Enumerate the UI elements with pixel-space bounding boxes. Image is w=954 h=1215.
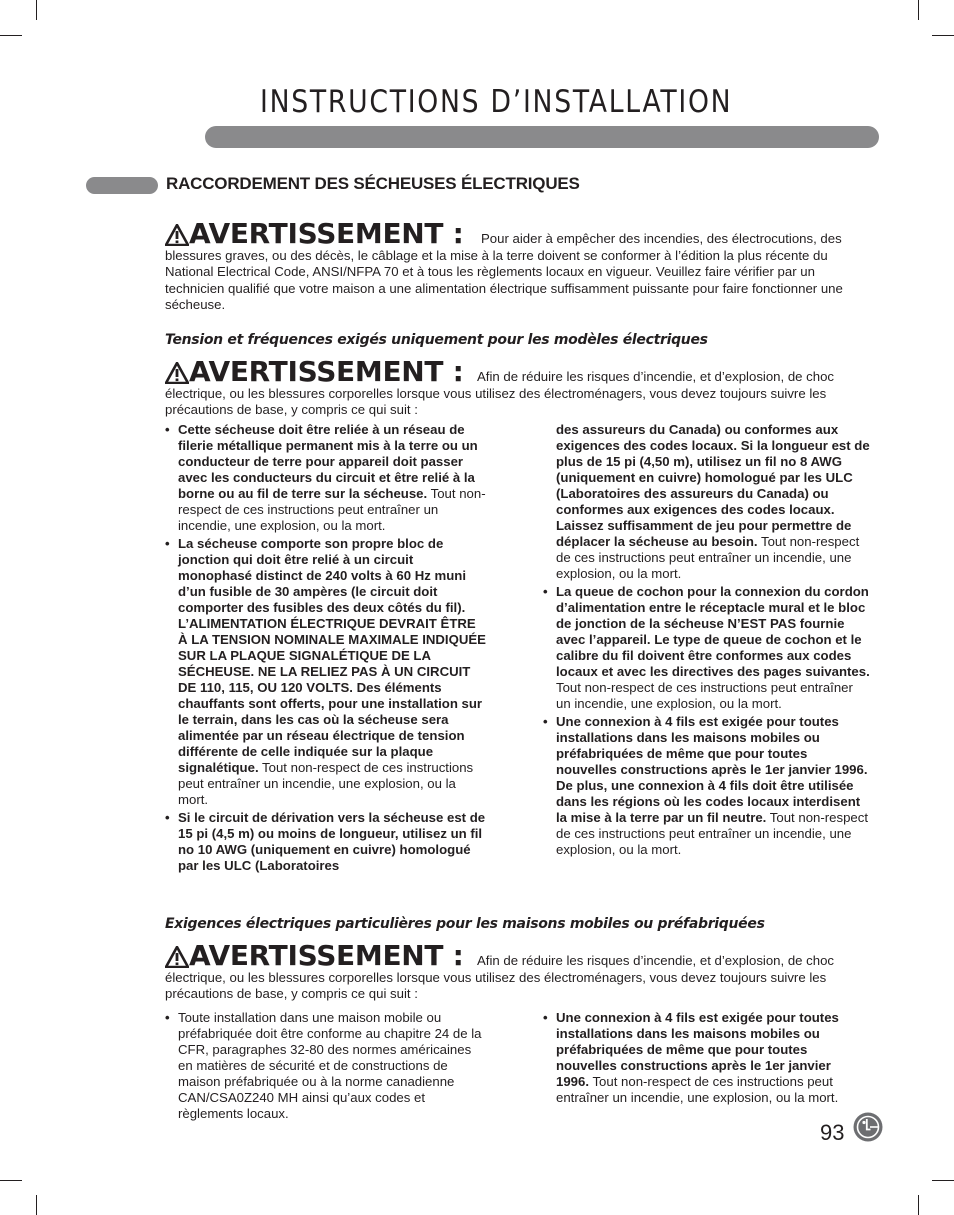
item-text: Tout non-respect de ces instructions peut entraîner un incendie, une explosion, ou la mort. — [178, 486, 486, 533]
left-column-1 — [165, 422, 487, 876]
list-item — [543, 584, 871, 712]
warning-triangle-icon — [165, 224, 189, 246]
warning-label: AVERTISSEMENT : — [189, 939, 464, 972]
item-text: Tout non-respect de ces instructions peut entraîner un incendie, une explosion, ou la mort. — [556, 680, 853, 711]
list-item — [165, 536, 487, 808]
right-column-2 — [543, 1010, 853, 1108]
crop-mark — [0, 35, 22, 36]
warning-triangle-icon — [165, 946, 189, 968]
item-bold-text: La queue de cochon pour la connexion du cordon d’alimentation entre le réceptacle mural et le bloc de jonction de la sécheuse N’EST PAS fournie avec l’appareil. Le type de queue de cochon et le calibre du fil doivent être conformes aux codes locaux et avec les directives des pages suivantes. — [556, 584, 870, 679]
warning-block-1 — [165, 217, 870, 314]
warning-block-3 — [165, 939, 870, 1003]
crop-mark — [36, 0, 37, 20]
item-bold-text: Une connexion à 4 fils est exigée pour toutes installations dans les maisons mobiles ou préfabriquées de même que pour toutes nouvelles constructions après le 1er janvier 1996. De plus, une connexion à 4 fils doit être utilisée dans les régions où les codes locaux interdisent la mise à la terre par un fil neutre. — [556, 714, 868, 825]
warning-block-2 — [165, 355, 870, 419]
list-item — [165, 1010, 487, 1122]
list-item — [543, 1010, 853, 1106]
item-bold-text: La sécheuse comporte son propre bloc de jonction qui doit être relié à un circuit monophasé distinct de 240 volts à 60 Hz muni d’un fusible de 30 ampères (le circuit doit comporter des fusibles des deux côtés du fil). L’ALIMENTATION ÉLECTRIQUE DEVRAIT ÊTRE À LA TENSION NOMINALE MAXIMALE INDIQUÉE SUR LA PLAQUE SIGNALÉTIQUE DE LA SÉCHEUSE. NE LA RELIEZ PAS À UN CIRCUIT DE 110, 115, OU 120 VOLTS. Des éléments chauffants sont offerts, pour une installation sur le terrain, dans les cas où la sécheuse sera alimentée par un réseau électrique de tension différente de celle indiquée sur la plaque signalétique. — [178, 536, 486, 775]
crop-mark — [918, 0, 919, 20]
item-text: Tout non-respect de ces instructions peut entraîner un incendie, une explosion, ou la mort. — [556, 810, 868, 857]
list-item — [165, 810, 487, 874]
item-text: Tout non-respect de ces instructions peut entraîner un incendie, une explosion, ou la mort. — [178, 760, 474, 807]
warning-label: AVERTISSEMENT : — [189, 355, 464, 388]
item-bold-text: Une connexion à 4 fils est exigée pour toutes installations dans les maisons mobiles ou préfabriquées de même que pour toutes nouvelles constructions après le 1er janvier 1996. — [556, 1010, 839, 1089]
right-column-1 — [543, 422, 871, 860]
left-column-2 — [165, 1010, 487, 1124]
warning-text: Afin de réduire les risques d’incendie, et d’explosion, de choc électrique, ou les blessures corporelles lorsque vous utilisez des électroménagers, vous devez toujours suivre les précautions de base, y compris ce qui suit : — [165, 369, 835, 418]
list-item — [543, 714, 871, 858]
item-text: Tout non-respect de ces instructions peut entraîner un incendie, une explosion, ou la mort. — [556, 1074, 839, 1105]
list-item — [543, 422, 871, 582]
item-text: Toute installation dans une maison mobile ou préfabriquée doit être conforme au chapitre 24 de la CFR, paragraphes 32-80 des normes américaines en matières de sécurité et de constructions de maison préfabriquée ou à la norme canadienne CAN/CSA0Z240 MH ainsi qu’aux codes et règlements locaux. — [178, 1010, 482, 1121]
warning-text: Pour aider à empêcher des incendies, des électrocutions, des blessures graves, ou des décès, le câblage et la mise à la terre doivent se conformer à l’édition la plus récente du National Electrical Code, ANSI/NFPA 70 et à tous les règlements locaux en vigueur. Veuillez faire vérifier par un technicien qualifié que votre maison a une alimentation électrique suffisamment puissante pour faire fonctionner une sécheuse. — [165, 231, 843, 313]
warning-label: AVERTISSEMENT : — [189, 217, 464, 250]
page-number: 93 — [820, 1120, 845, 1145]
warning-triangle-icon — [165, 362, 189, 384]
crop-mark — [932, 35, 954, 36]
warning-heading — [165, 217, 473, 250]
crop-mark — [918, 1195, 919, 1215]
lg-logo-icon — [853, 1112, 883, 1142]
section-marker — [86, 177, 158, 194]
item-bold-text: Si le circuit de dérivation vers la sécheuse est de 15 pi (4,5 m) ou moins de longueur, utilisez un fil no 10 AWG (uniquement en cuivre) homologué par les ULC (Laboratoires — [178, 810, 486, 873]
item-bold-text: des assureurs du Canada) ou conformes aux exigences des codes locaux. Si la longueur est de plus de 15 pi (4,50 m), utilisez un fil no 8 AWG (uniquement en cuivre) homologué par les ULC (Laboratoires des assureurs du Canada) ou conformes aux exigences des codes locaux. Laissez suffisamment de jeu pour permettre de déplacer la sécheuse au besoin. — [556, 422, 870, 549]
subsection-title: Tension et fréquences exigés uniquement pour les modèles électriques — [165, 332, 708, 348]
list-item — [165, 422, 487, 534]
section-title: RACCORDEMENT DES SÉCHEUSES ÉLECTRIQUES — [166, 174, 580, 193]
warning-text: Afin de réduire les risques d’incendie, et d’explosion, de choc électrique, ou les blessures corporelles lorsque vous utilisez des électroménagers, vous devez toujours suivre les précautions de base, y compris ce qui suit : — [165, 953, 835, 1002]
warning-heading — [165, 939, 473, 972]
page-title: INSTRUCTIONS D’INSTALLATION — [260, 84, 733, 120]
item-text: Tout non-respect de ces instructions peut entraîner un incendie, une explosion, ou la mort. — [556, 534, 860, 581]
crop-mark — [932, 1180, 954, 1181]
subsection-title: Exigences électriques particulières pour les maisons mobiles ou préfabriquées — [165, 916, 765, 932]
title-bar — [205, 126, 879, 148]
crop-mark — [36, 1195, 37, 1215]
crop-mark — [0, 1180, 22, 1181]
warning-heading — [165, 355, 473, 388]
item-bold-text: Cette sécheuse doit être reliée à un réseau de filerie métallique permanent mis à la terre ou un conducteur de terre pour appareil doit passer avec les conducteurs du circuit et être relié à la borne ou au fil de terre sur la sécheuse. — [178, 422, 478, 501]
